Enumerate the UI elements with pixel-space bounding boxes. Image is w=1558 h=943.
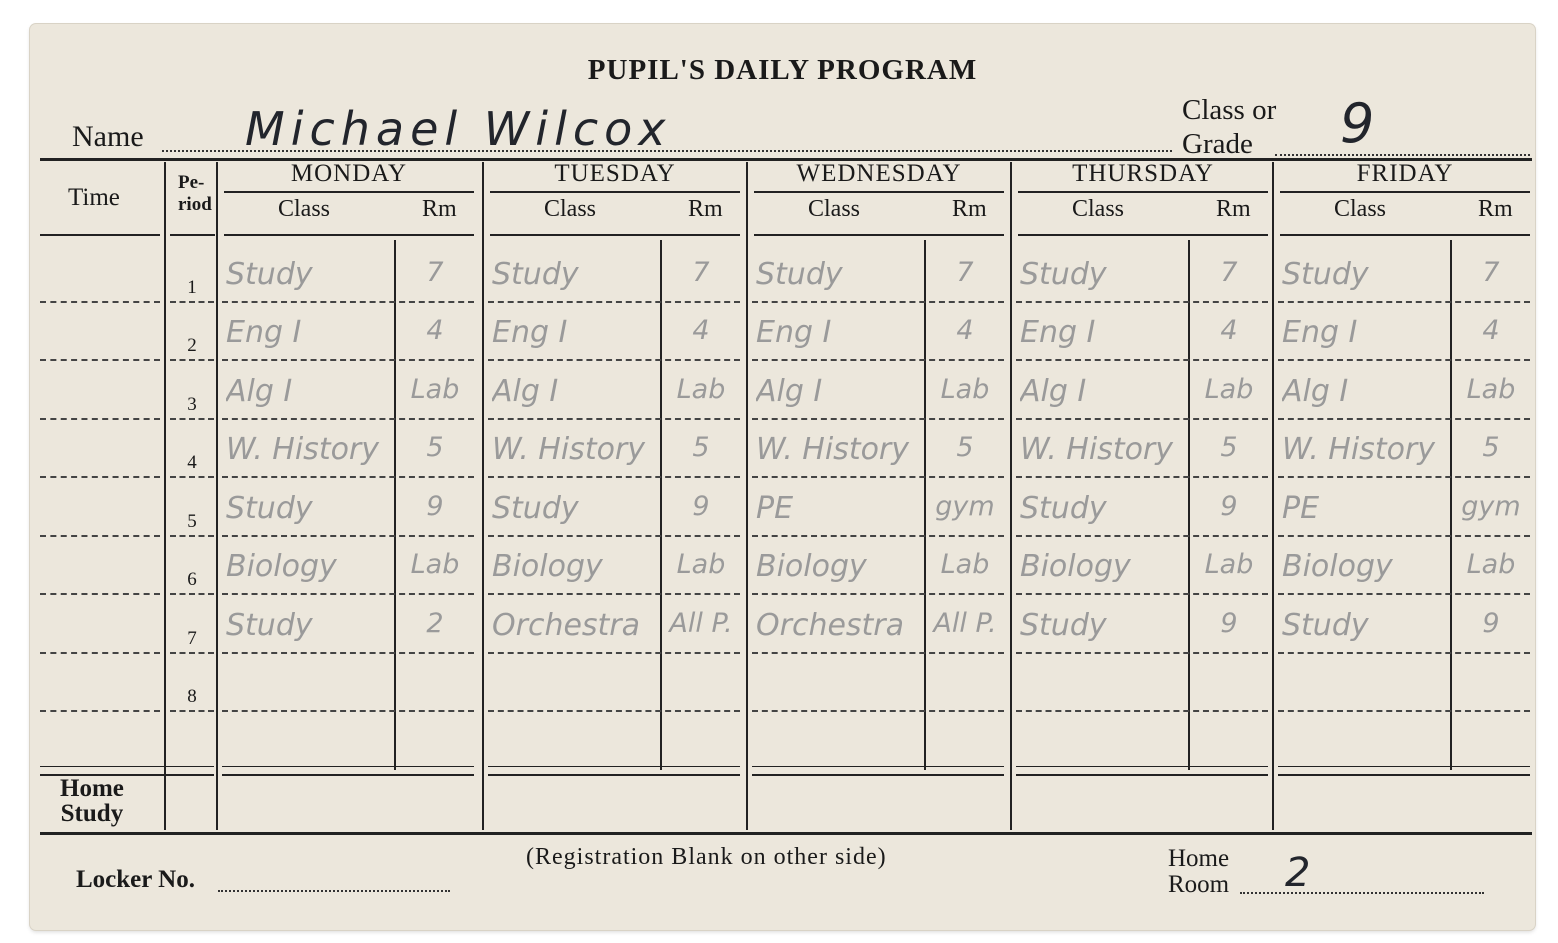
- class-cell: Alg I: [1020, 373, 1087, 409]
- time-slot-line: [40, 418, 160, 420]
- period-day-divider: [216, 162, 218, 830]
- room-cell: Lab: [1466, 373, 1516, 405]
- period-number: 4: [187, 452, 197, 473]
- home-room-label: [1168, 846, 1229, 898]
- row-line: [752, 593, 1004, 595]
- day-name-rule-wednesday: [754, 191, 1004, 193]
- room-cell: 7: [1482, 256, 1500, 288]
- class-cell: Biology: [226, 549, 337, 584]
- class-cell: Alg I: [492, 373, 559, 409]
- room-cell: 4: [692, 315, 710, 346]
- col-header-rule-monday: [224, 234, 474, 236]
- row-line: [1278, 476, 1530, 478]
- room-cell: 7: [692, 256, 710, 288]
- row-line: [222, 418, 474, 420]
- room-cell: 9: [692, 490, 710, 522]
- class-cell: Study: [226, 256, 313, 292]
- row-line: [752, 535, 1004, 537]
- row-line: [488, 418, 740, 420]
- class-cell: Eng I: [492, 315, 568, 350]
- class-cell: Study: [492, 490, 579, 526]
- room-cell: 9: [426, 490, 444, 522]
- grid-bottom-rule-tuesday: [488, 766, 740, 767]
- row-line: [222, 301, 474, 303]
- room-cell: 9: [1220, 607, 1238, 639]
- period-slot-line: [170, 418, 214, 420]
- room-cell: 7: [426, 256, 444, 288]
- room-cell: 9: [1482, 607, 1500, 639]
- name-value: Michael Wilcox: [245, 102, 672, 156]
- class-cell: Eng I: [1282, 315, 1358, 350]
- tuesday-wednesday-divider: [746, 162, 748, 830]
- day-name-rule-tuesday: [490, 191, 740, 193]
- period-header-rule: [170, 234, 215, 236]
- class-cell: W. History: [756, 432, 910, 467]
- room-cell: 5: [1220, 432, 1238, 463]
- class-cell: Study: [1282, 607, 1369, 643]
- row-line: [752, 476, 1004, 478]
- class-col-header-thursday: Class: [1072, 196, 1125, 222]
- period-number: 1: [187, 276, 197, 298]
- grid-bottom-rule-wednesday: [752, 766, 1004, 767]
- time-slot-line: [40, 652, 160, 654]
- grid-bottom-rule-2-friday: [1278, 774, 1530, 776]
- grade-value: 9: [1340, 92, 1381, 155]
- row-line: [752, 301, 1004, 303]
- row-line: [752, 652, 1004, 654]
- row-line: [488, 359, 740, 361]
- room-cell: Lab: [410, 549, 460, 580]
- room-cell: Lab: [940, 549, 990, 580]
- row-line: [1016, 710, 1268, 712]
- period-number: 2: [187, 335, 197, 356]
- period-slot-line: [170, 593, 214, 595]
- class-col-header-friday: Class: [1334, 196, 1387, 222]
- col-header-rule-wednesday: [754, 234, 1004, 236]
- grid-bottom-rule-2-monday: [222, 774, 474, 776]
- time-bottom-rule: [40, 766, 214, 767]
- period-slot-line: [170, 476, 214, 478]
- room-cell: gym: [1461, 490, 1521, 522]
- class-cell: Eng I: [756, 315, 832, 350]
- row-line: [1016, 476, 1268, 478]
- room-col-header-tuesday: Rm: [688, 196, 723, 222]
- room-cell: Lab: [676, 549, 726, 580]
- home-room-line-2: Room: [1168, 871, 1230, 898]
- class-cell: Study: [1282, 256, 1369, 292]
- row-line: [1016, 301, 1268, 303]
- class-cell: Alg I: [756, 373, 823, 409]
- locker-label: Locker No.: [76, 866, 195, 893]
- room-cell: All P.: [933, 607, 997, 639]
- class-cell: PE: [1282, 490, 1320, 526]
- class-col-header-monday: Class: [278, 196, 331, 222]
- col-header-rule-friday: [1280, 234, 1530, 236]
- row-line: [1016, 359, 1268, 361]
- period-slot-line: [170, 301, 214, 303]
- class-cell: Alg I: [226, 373, 293, 409]
- class-cell: W. History: [1282, 432, 1436, 467]
- period-number: 6: [187, 569, 197, 590]
- time-slot-line: [40, 359, 160, 361]
- row-line: [222, 476, 474, 478]
- class-cell: Eng I: [1020, 315, 1096, 350]
- period-slot-line: [170, 535, 214, 537]
- class-cell: Biology: [756, 549, 867, 584]
- row-line: [222, 593, 474, 595]
- row-line: [1278, 418, 1530, 420]
- row-line: [488, 535, 740, 537]
- class-cell: PE: [756, 490, 794, 526]
- grade-line: [1275, 154, 1530, 156]
- home-study-label: [60, 776, 124, 826]
- room-cell: 4: [426, 315, 444, 346]
- bottom-rule: [40, 832, 1532, 835]
- room-cell: 5: [426, 432, 444, 463]
- room-cell: 2: [426, 607, 444, 639]
- class-cell: Biology: [492, 549, 603, 584]
- room-cell: Lab: [1466, 549, 1516, 580]
- day-header-tuesday: TUESDAY: [554, 160, 676, 187]
- row-line: [222, 535, 474, 537]
- period-number: 3: [187, 393, 197, 415]
- row-line: [222, 359, 474, 361]
- room-col-header-monday: Rm: [422, 196, 457, 222]
- grid-bottom-rule-thursday: [1016, 766, 1268, 767]
- grid-bottom-rule-2-wednesday: [752, 774, 1004, 776]
- room-cell: 7: [956, 256, 974, 288]
- room-cell: 5: [956, 432, 974, 463]
- time-slot-line: [40, 301, 160, 303]
- row-line: [752, 359, 1004, 361]
- registration-note: (Registration Blank on other side): [526, 844, 887, 870]
- thursday-friday-divider: [1272, 162, 1274, 830]
- class-cell: Study: [226, 607, 313, 643]
- home-room-line-1: Home: [1168, 845, 1230, 872]
- class-label: Class or: [1182, 94, 1277, 126]
- room-cell: 4: [1220, 315, 1238, 346]
- class-col-header-tuesday: Class: [544, 196, 597, 222]
- day-name-rule-friday: [1280, 191, 1530, 193]
- class-cell: Biology: [1020, 549, 1131, 584]
- class-cell: Study: [226, 490, 313, 526]
- class-cell: Study: [1020, 256, 1107, 292]
- grid-bottom-rule-friday: [1278, 766, 1530, 767]
- time-header-rule: [40, 234, 160, 236]
- class-cell: Study: [756, 256, 843, 292]
- room-col-header-friday: Rm: [1478, 196, 1513, 222]
- period-slot-line: [170, 652, 214, 654]
- time-slot-line: [40, 535, 160, 537]
- room-cell: gym: [935, 490, 995, 522]
- class-cell: Orchestra: [756, 607, 905, 643]
- period-number: 5: [187, 510, 197, 532]
- period-header-line-2: riod: [178, 194, 212, 215]
- period-number: 8: [187, 686, 197, 707]
- day-name-rule-thursday: [1018, 191, 1268, 193]
- row-line: [1016, 593, 1268, 595]
- room-cell: 5: [692, 432, 710, 463]
- period-slot-line: [170, 359, 214, 361]
- time-slot-line: [40, 476, 160, 478]
- class-cell: W. History: [1020, 432, 1174, 467]
- locker-line: [218, 890, 450, 892]
- room-col-header-wednesday: Rm: [952, 196, 987, 222]
- grid-bottom-rule-2-thursday: [1016, 774, 1268, 776]
- time-period-divider: [164, 162, 166, 830]
- row-line: [752, 710, 1004, 712]
- row-line: [1016, 535, 1268, 537]
- class-cell: Biology: [1282, 549, 1393, 584]
- room-cell: 9: [1220, 490, 1238, 522]
- row-line: [222, 710, 474, 712]
- room-cell: 5: [1482, 432, 1500, 463]
- home-study-line-2: Study: [60, 800, 124, 827]
- time-slot-line: [40, 593, 160, 595]
- grid-bottom-rule-monday: [222, 766, 474, 767]
- room-col-header-thursday: Rm: [1216, 196, 1251, 222]
- row-line: [1278, 652, 1530, 654]
- room-cell: Lab: [676, 373, 726, 405]
- day-header-wednesday: WEDNESDAY: [796, 160, 962, 187]
- class-cell: Alg I: [1282, 373, 1349, 409]
- row-line: [1016, 418, 1268, 420]
- room-cell: 7: [1220, 256, 1238, 288]
- row-line: [488, 476, 740, 478]
- class-col-header-wednesday: Class: [808, 196, 861, 222]
- day-header-thursday: THURSDAY: [1072, 160, 1214, 187]
- monday-tuesday-divider: [482, 162, 484, 830]
- home-study-line-1: Home: [60, 775, 124, 802]
- day-name-rule-monday: [224, 191, 474, 193]
- row-line: [1278, 593, 1530, 595]
- period-header-line-1: Pe-: [178, 172, 205, 193]
- period-slot-line: [170, 710, 214, 712]
- period-number: 7: [187, 627, 197, 649]
- class-cell: W. History: [226, 432, 380, 467]
- row-line: [488, 710, 740, 712]
- row-line: [1278, 710, 1530, 712]
- time-header: Time: [68, 184, 120, 211]
- class-cell: Study: [1020, 607, 1107, 643]
- class-cell: Study: [1020, 490, 1107, 526]
- class-cell: W. History: [492, 432, 646, 467]
- row-line: [1016, 652, 1268, 654]
- period-header: [178, 172, 212, 216]
- row-line: [488, 301, 740, 303]
- program-card: [30, 24, 1535, 930]
- row-line: [488, 593, 740, 595]
- room-cell: Lab: [1204, 549, 1254, 580]
- grid-bottom-rule-2-tuesday: [488, 774, 740, 776]
- room-cell: All P.: [669, 607, 733, 639]
- home-room-line: [1240, 892, 1484, 894]
- room-cell: Lab: [1204, 373, 1254, 405]
- row-line: [488, 652, 740, 654]
- card-title: PUPIL'S DAILY PROGRAM: [587, 54, 978, 86]
- row-line: [222, 652, 474, 654]
- time-slot-line: [40, 710, 160, 712]
- day-header-friday: FRIDAY: [1356, 160, 1454, 187]
- wednesday-thursday-divider: [1010, 162, 1012, 830]
- room-cell: 4: [1482, 315, 1500, 346]
- row-line: [1278, 359, 1530, 361]
- col-header-rule-tuesday: [490, 234, 740, 236]
- row-line: [1278, 535, 1530, 537]
- day-header-monday: MONDAY: [290, 160, 408, 187]
- class-cell: Orchestra: [492, 607, 641, 643]
- class-cell: Eng I: [226, 315, 302, 350]
- name-label: Name: [72, 120, 144, 153]
- room-cell: Lab: [410, 373, 460, 405]
- room-cell: 4: [956, 315, 974, 346]
- home-room-value: 2: [1285, 850, 1317, 896]
- class-cell: Study: [492, 256, 579, 292]
- grade-label: Grade: [1182, 128, 1253, 160]
- row-line: [1278, 301, 1530, 303]
- row-line: [752, 418, 1004, 420]
- col-header-rule-thursday: [1018, 234, 1268, 236]
- room-cell: Lab: [940, 373, 990, 405]
